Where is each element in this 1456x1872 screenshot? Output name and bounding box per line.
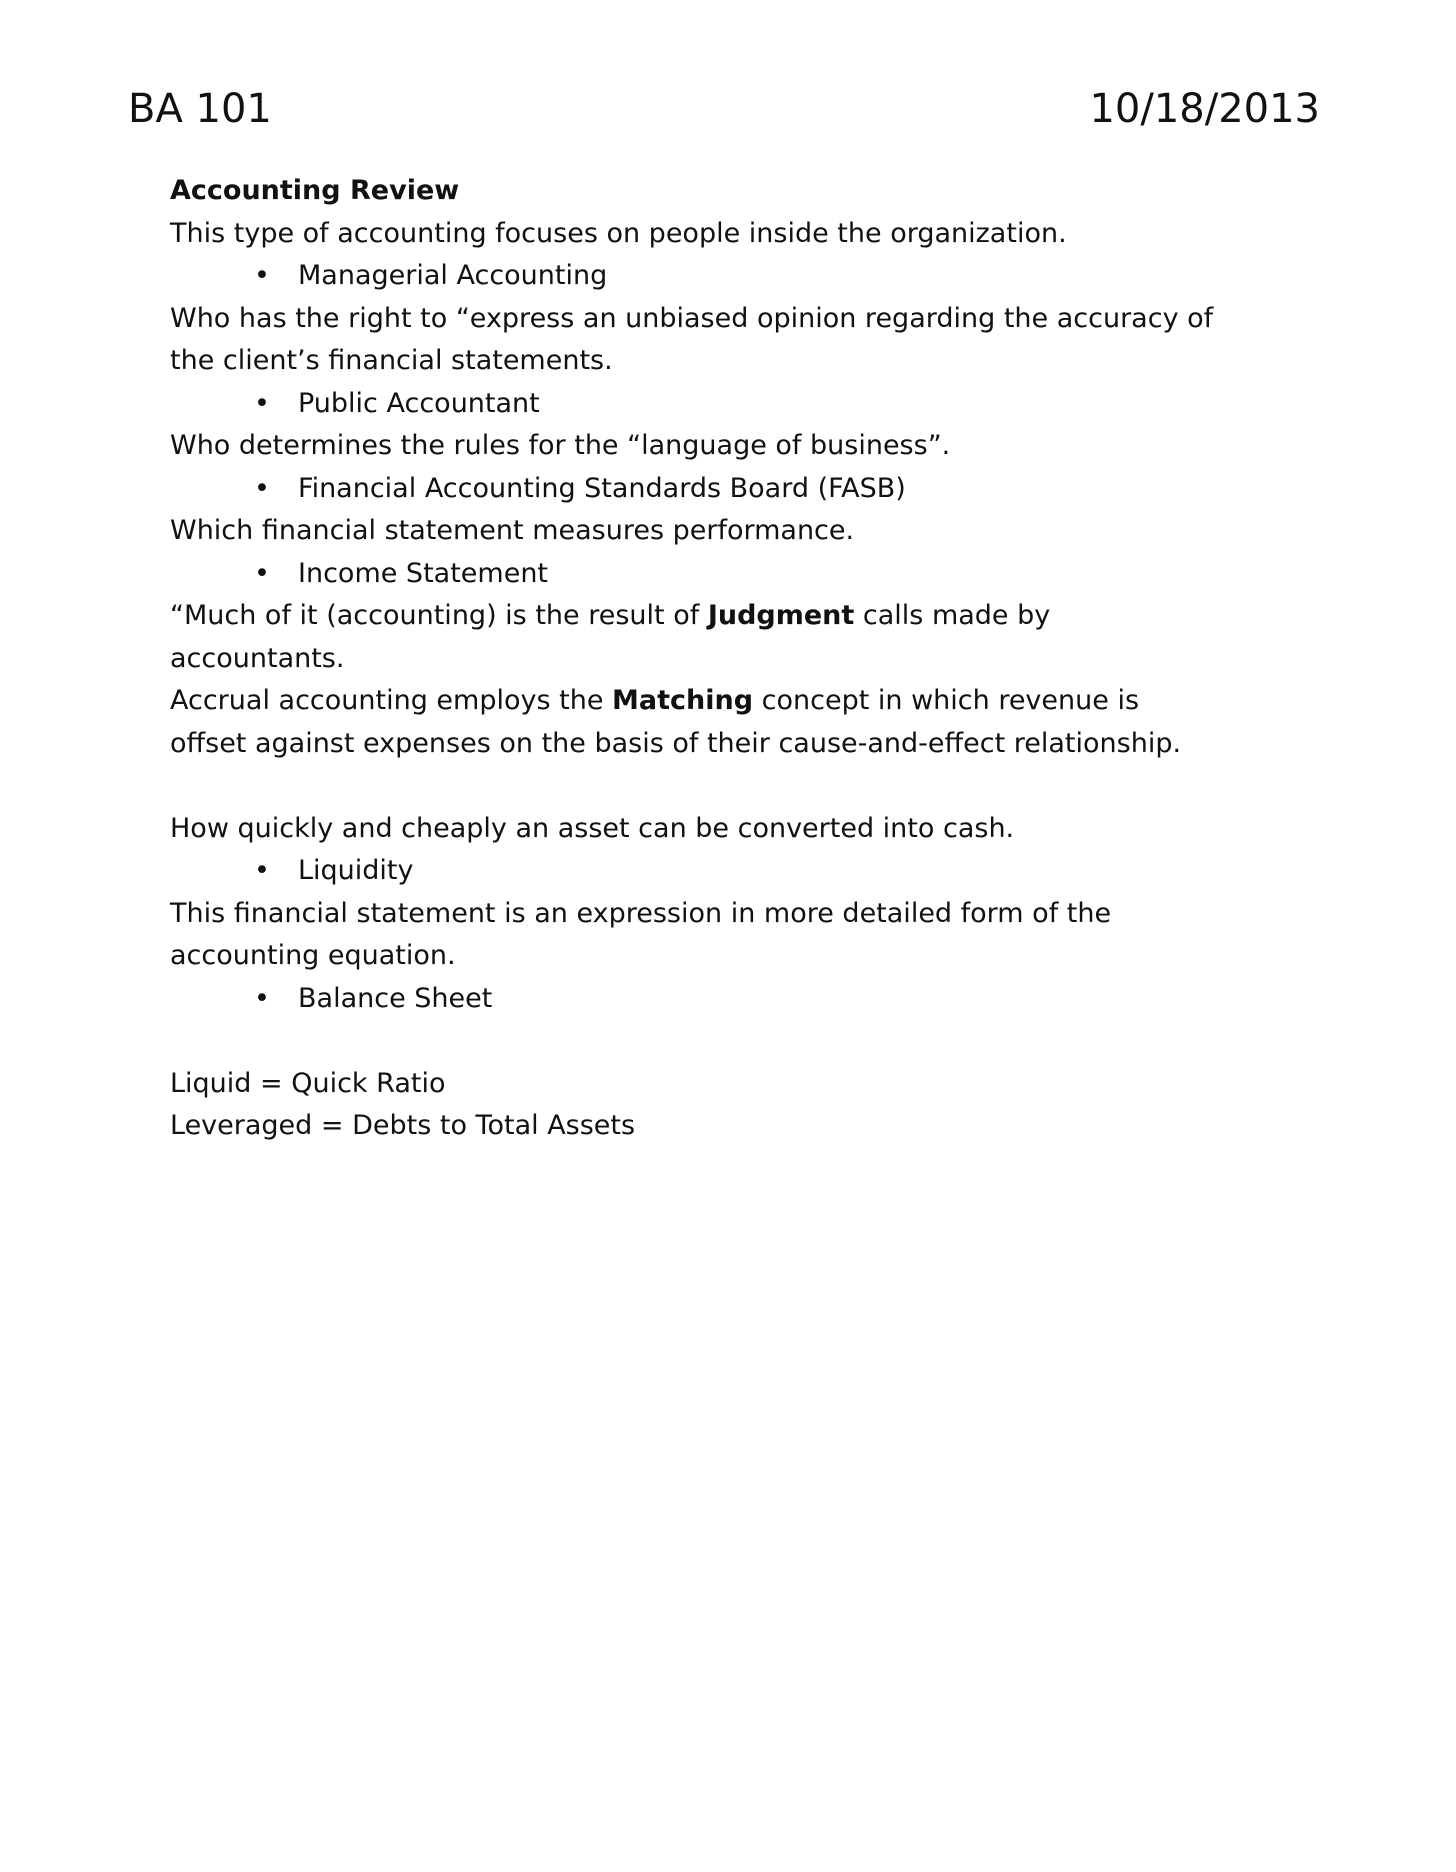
statement-part: calls made by (854, 600, 1051, 631)
statement-part: Accrual accounting employs the (170, 685, 613, 716)
emphasis-text: Judgment (707, 600, 855, 631)
bullet-icon: • (254, 557, 270, 589)
answer-bullet (170, 850, 1290, 893)
course-title: BA 101 (128, 86, 272, 132)
question-text: This type of accounting focuses on people inside the organization. (170, 217, 1067, 249)
emphasis-text: Matching (612, 685, 754, 716)
bullet-icon: • (254, 472, 270, 504)
answer-bullet (170, 255, 1290, 298)
ratio-line: Leveraged = Debts to Total Assets (170, 1110, 636, 1141)
answer-text: Liquidity (298, 855, 414, 886)
question-text: the client’s financial statements. (170, 345, 613, 376)
ratio-line: Liquid = Quick Ratio (170, 1067, 446, 1099)
answer-text: Managerial Accounting (298, 260, 608, 291)
date: 10/18/2013 (1089, 86, 1320, 132)
statement-text (170, 680, 1290, 723)
statement-text: offset against expenses on the basis of their cause-and-effect relationship. (170, 727, 1182, 759)
question-text: Who has the right to “express an unbiased opinion regarding the accuracy of (170, 302, 1214, 334)
answer-text: Financial Accounting Standards Board (FASB) (298, 472, 906, 504)
answer-text: Public Accountant (298, 387, 540, 419)
answer-text: Balance Sheet (298, 982, 493, 1014)
notes-body (170, 170, 1290, 1148)
answer-bullet (170, 383, 1290, 426)
statement-text: accountants. (170, 642, 345, 674)
bullet-icon: • (254, 855, 270, 886)
question-text: Which financial statement measures performance. (170, 515, 855, 546)
answer-text: Income Statement (298, 557, 549, 589)
question-text: How quickly and cheaply an asset can be converted into cash. (170, 812, 1015, 844)
blank-line (170, 765, 1290, 808)
statement-text (170, 595, 1290, 638)
section-heading: Accounting Review (170, 175, 460, 206)
blank-line (170, 1020, 1290, 1063)
page-header (128, 84, 1320, 134)
answer-bullet (170, 468, 1290, 511)
answer-bullet (170, 553, 1290, 596)
bullet-icon: • (254, 387, 270, 419)
bullet-icon: • (254, 982, 270, 1014)
answer-bullet (170, 978, 1290, 1021)
question-text: Who determines the rules for the “language of business”. (170, 430, 951, 461)
statement-part: “Much of it (accounting) is the result of (170, 600, 708, 631)
bullet-icon: • (254, 260, 270, 291)
question-text: This financial statement is an expression in more detailed form of the (170, 897, 1112, 929)
question-text: accounting equation. (170, 940, 456, 971)
statement-part: concept in which revenue is (753, 685, 1140, 716)
